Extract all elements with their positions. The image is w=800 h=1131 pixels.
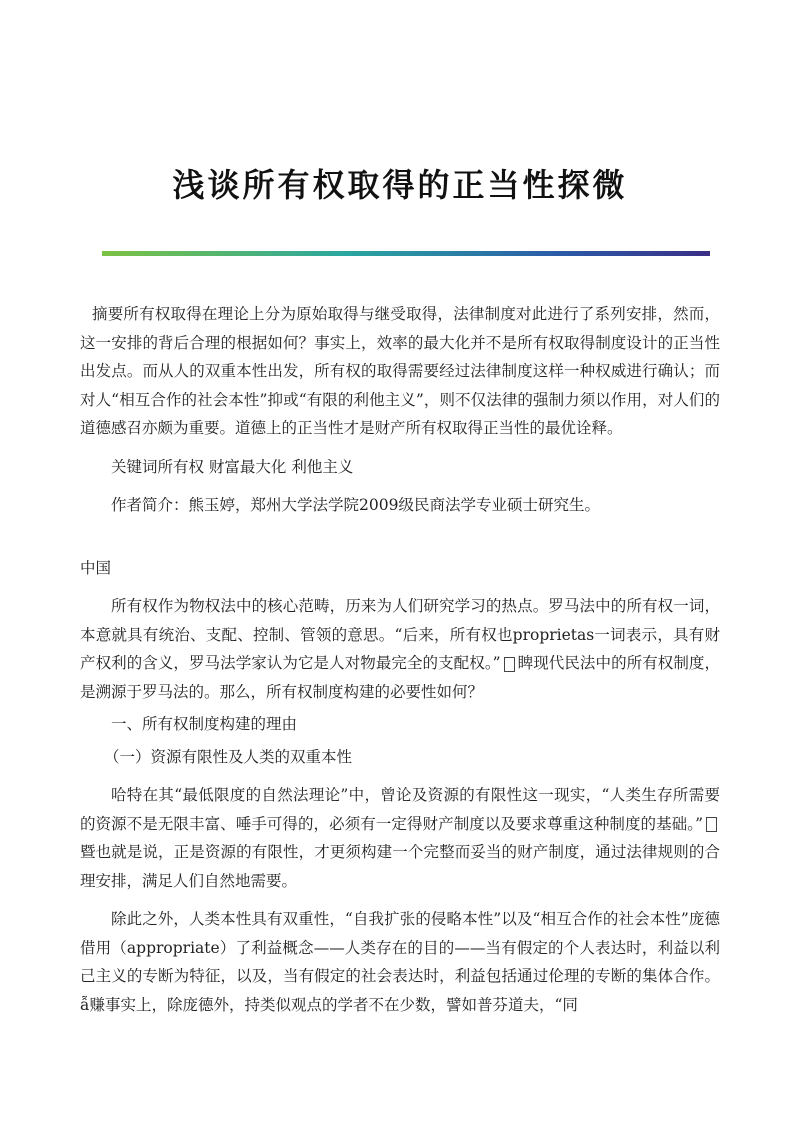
- author-info: 作者简介：熊玉婷，郑州大学法学院2009级民商法学专业硕士研究生。: [111, 496, 600, 514]
- footnote-mark-icon: [504, 657, 515, 672]
- paragraph-text: 所有权作为物权法中的核心范畴，历来为人们研究学习的热点。罗马法中的所有权一词，本意就具有统治、支配、控制、管领的意思。“后来，所有权也proprietas一词表示，具有财产权利的含义，罗马法学家认为它是人对物最完全的支配权。”: [80, 597, 720, 672]
- keywords-line: 关键词所有权 财富最大化 利他主义: [111, 457, 354, 476]
- paragraph-text: 除此之外，人类本性具有双重性，“自我扩张的侵略本性”以及“相互合作的社会本性”庞德借用（appropriate）了利益概念——人类存在的目的——当有假定的个人表达时，利益以利己主义的专断为特征，以及，当有假定的社会表达时，利益包括通过伦理的专断的集体合作。: [80, 910, 720, 985]
- footnote-mark-icon: [706, 817, 717, 832]
- body-paragraph: [80, 905, 720, 1019]
- title-divider: [102, 251, 710, 256]
- document-body: [80, 300, 720, 1019]
- abstract-paragraph: 摘要所有权取得在理论上分为原始取得与继受取得，法律制度对此进行了系列安排，然而，这一安排的背后合理的根据如何？事实上，效率的最大化并不是所有权取得制度设计的正当性出发点。而从人的双重本性出发，所有权的取得需要经过法律制度这样一种权威进行确认；而对人“相互合作的社会本性”抑或“有限的利他主义”，则不仅法律的强制力须以作用，对人们的道德感召亦颇为重要。道德上的正当性才是财产所有权取得正当性的最优诠释。: [80, 305, 720, 437]
- paragraph-text: 暨也就是说，正是资源的有限性，才更须构建一个完整而妥当的财产制度，通过法律规则的合理安排，满足人们自然地需要。: [80, 843, 720, 890]
- paragraph-text: 哈特在其“最低限度的自然法理论”中，曾论及资源的有限性这一现实，“人类生存所需要的资源不是无限丰富、唾手可得的，必须有一定得财产制度以及要求尊重这种制度的基础。”: [80, 786, 720, 833]
- footnote-mark-icon: ẫ: [80, 995, 90, 1014]
- body-paragraph: [80, 781, 720, 895]
- document-title: 浅谈所有权取得的正当性探微: [172, 166, 628, 204]
- section-heading: 一、所有权制度构建的理由: [111, 715, 298, 733]
- subsection-heading: （一）资源有限性及人类的双重本性: [104, 747, 353, 766]
- paragraph-text: 睥现代民法中的所有权制度，是溯源于罗马法的。那么，所有权制度构建的必要性如何？: [80, 654, 720, 701]
- paragraph-text: 赚事实上，除庞德外，持类似观点的学者不在少数，譬如普芬道夫，“同: [89, 995, 578, 1014]
- region-label: 中国: [80, 558, 112, 577]
- body-paragraph: [80, 592, 720, 706]
